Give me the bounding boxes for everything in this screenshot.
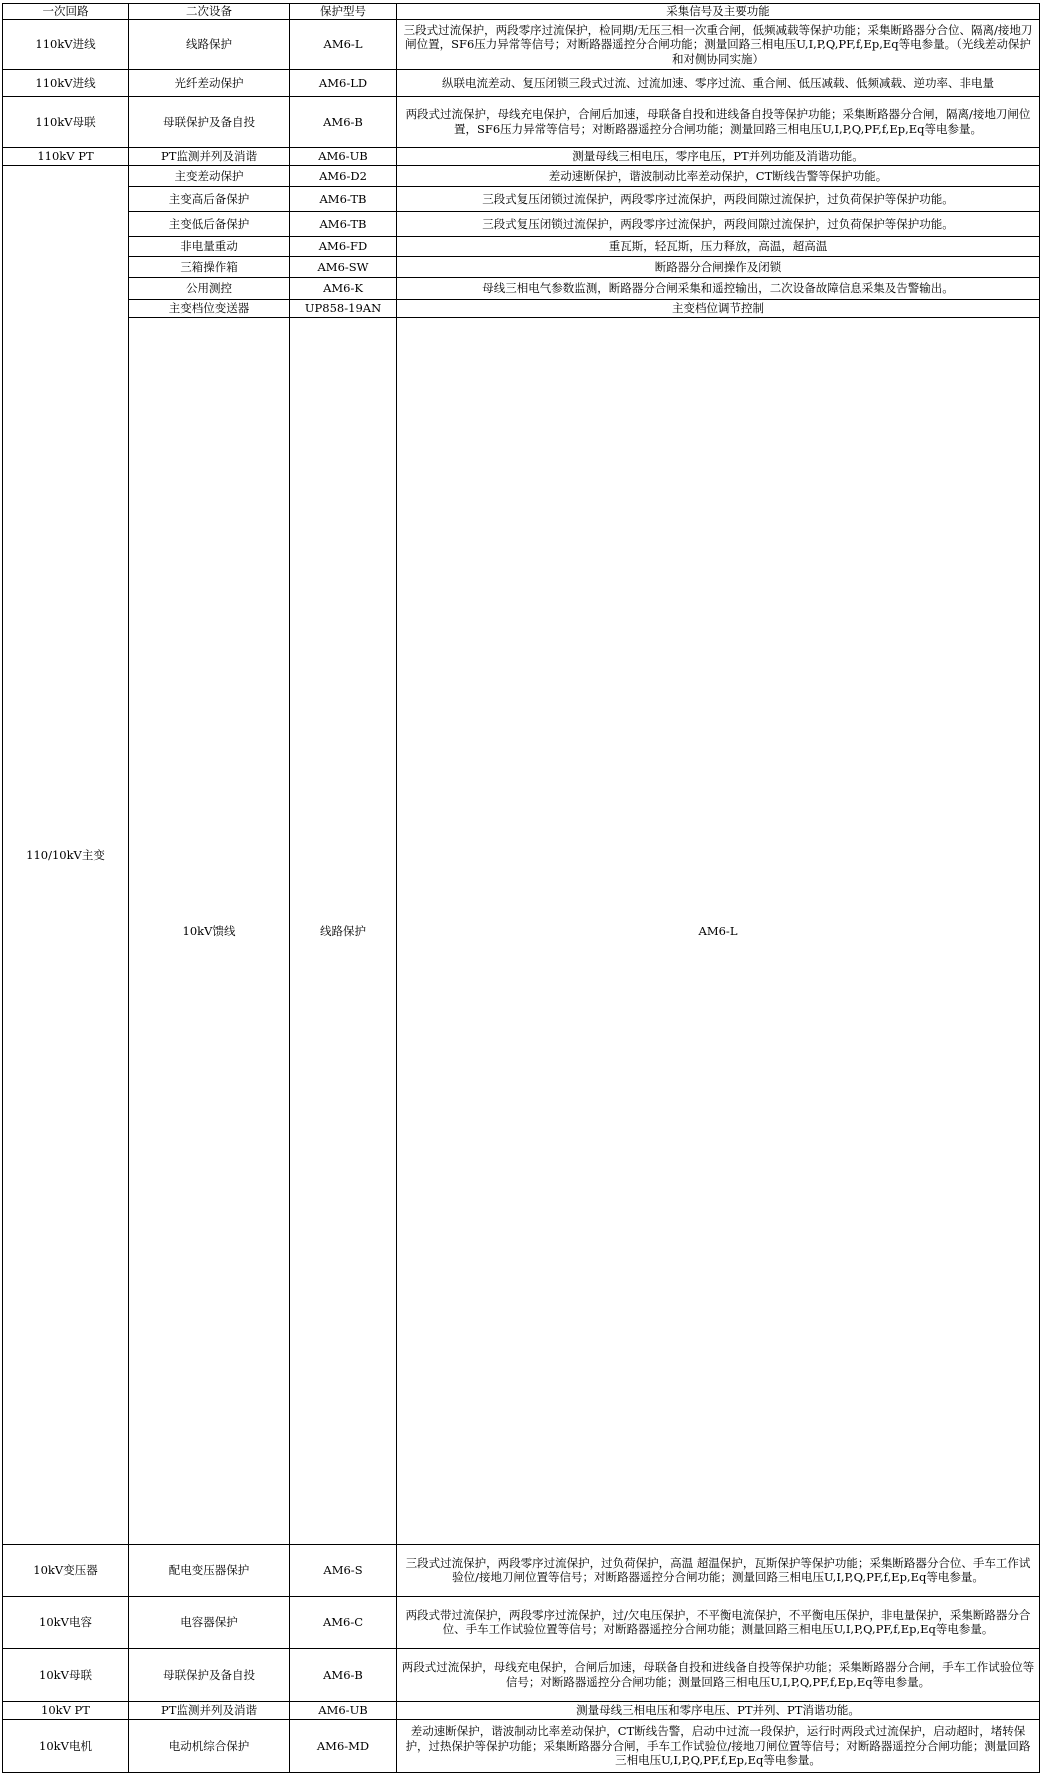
primary-circuit-cell: 110kV进线	[3, 20, 129, 70]
protection-model-cell: UP858-19AN	[290, 300, 397, 318]
protection-model-cell: AM6-L	[397, 318, 1040, 1545]
secondary-device-cell: 电动机综合保护	[129, 1719, 290, 1772]
secondary-device-cell: 主变差动保护	[129, 166, 290, 187]
table-row	[3, 70, 1040, 97]
functions-cell: 重瓦斯，轻瓦斯，压力释放，高温，超高温	[397, 237, 1040, 257]
functions-cell: 测量母线三相电压，零序电压，PT并列功能及消谐功能。	[397, 148, 1040, 166]
primary-circuit-cell: 110/10kV主变	[3, 166, 129, 1545]
table-row	[3, 318, 1040, 1545]
table-row	[3, 300, 1040, 318]
table-header-row	[3, 4, 1040, 20]
protection-model-cell: AM6-C	[290, 1596, 397, 1648]
table-row	[3, 187, 1040, 212]
secondary-device-cell: 电容器保护	[129, 1596, 290, 1648]
primary-circuit-cell: 110kV母联	[3, 97, 129, 148]
protection-model-cell: AM6-TB	[290, 212, 397, 237]
secondary-device-cell: 三箱操作箱	[129, 257, 290, 278]
functions-cell: 三段式过流保护，两段零序过流保护，过负荷保护，高温 超温保护，瓦斯保护等保护功能；采集断路器分合位、手车工作试验位/接地刀闸位置等信号；对断路器遥控分合闸功能；测量回路三相电压U,I,P,Q,PF,f,Ep,Eq等电参量。	[397, 1544, 1040, 1596]
primary-circuit-cell: 10kV馈线	[129, 318, 290, 1545]
header-primary-circuit: 一次回路	[3, 4, 129, 20]
protection-model-cell: AM6-B	[290, 97, 397, 148]
secondary-device-cell: 主变低后备保护	[129, 212, 290, 237]
primary-circuit-cell: 10kV母联	[3, 1648, 129, 1701]
functions-cell: 两段式带过流保护，两段零序过流保护，过/欠电压保护，不平衡电流保护，不平衡电压保护，非电量保护，采集断路器分合位、手车工作试验位置等信号；对断路器遥控分合闸功能；测量回路三相电压U,I,P,Q,PF,f,Ep,Eq等电参量。	[397, 1596, 1040, 1648]
table-row	[3, 97, 1040, 148]
protection-model-cell: AM6-L	[290, 20, 397, 70]
secondary-device-cell: 主变档位变送器	[129, 300, 290, 318]
table-row	[3, 1701, 1040, 1719]
functions-cell: 差动速断保护，谐波制动比率差动保护，CT断线告警等保护功能。	[397, 166, 1040, 187]
functions-cell: 两段式过流保护，母线充电保护，合闸后加速，母联备自投和进线备自投等保护功能；采集断路器分合闸，隔离/接地刀闸位置，SF6压力异常等信号；对断路器遥控分合闸功能；测量回路三相电压U,I,P,Q,PF,f,Ep,Eq等电参量。	[397, 97, 1040, 148]
header-signals-functions: 采集信号及主要功能	[397, 4, 1040, 20]
table-row	[3, 1596, 1040, 1648]
functions-cell: 三段式复压闭锁过流保护，两段零序过流保护，两段间隙过流保护，过负荷保护等保护功能。	[397, 187, 1040, 212]
secondary-device-cell: 母联保护及备自投	[129, 97, 290, 148]
functions-cell: 主变档位调节控制	[397, 300, 1040, 318]
secondary-device-cell: 非电量重动	[129, 237, 290, 257]
protection-model-cell: AM6-SW	[290, 257, 397, 278]
functions-cell: 断路器分合闸操作及闭锁	[397, 257, 1040, 278]
secondary-device-cell: 公用测控	[129, 278, 290, 300]
functions-cell: 纵联电流差动、复压闭锁三段式过流、过流加速、零序过流、重合闸、低压减载、低频减载、逆功率、非电量	[397, 70, 1040, 97]
primary-circuit-cell: 10kV变压器	[3, 1544, 129, 1596]
protection-model-cell: AM6-UB	[290, 148, 397, 166]
table-row	[3, 278, 1040, 300]
table-row	[3, 257, 1040, 278]
header-protection-model: 保护型号	[290, 4, 397, 20]
header-secondary-device: 二次设备	[129, 4, 290, 20]
secondary-device-cell: 配电变压器保护	[129, 1544, 290, 1596]
table-row	[3, 166, 1040, 187]
secondary-device-cell: 母联保护及备自投	[129, 1648, 290, 1701]
functions-cell: 三段式复压闭锁过流保护，两段零序过流保护，两段间隙过流保护，过负荷保护等保护功能。	[397, 212, 1040, 237]
primary-circuit-cell: 10kV电机	[3, 1719, 129, 1772]
primary-circuit-cell: 110kV PT	[3, 148, 129, 166]
protection-model-cell: AM6-S	[290, 1544, 397, 1596]
functions-cell: 三段式过流保护，两段零序过流保护，检同期/无压三相一次重合闸，低频减载等保护功能；采集断路器分合位、隔离/接地刀闸位置，SF6压力异常等信号；对断路器遥控分合闸功能；测量回路三相电压U,I,P,Q,PF,f,Ep,Eq等电参量。（光线差动保护和对侧协同实施）	[397, 20, 1040, 70]
secondary-device-cell: 光纤差动保护	[129, 70, 290, 97]
table-row	[3, 1544, 1040, 1596]
secondary-device-cell: PT监测并列及消谐	[129, 148, 290, 166]
secondary-device-cell: 主变高后备保护	[129, 187, 290, 212]
functions-cell: 测量母线三相电压和零序电压、PT并列、PT消谐功能。	[397, 1701, 1040, 1719]
primary-circuit-cell: 10kV PT	[3, 1701, 129, 1719]
table-row	[3, 20, 1040, 70]
protection-model-cell: AM6-TB	[290, 187, 397, 212]
secondary-device-cell: 线路保护	[290, 318, 397, 1545]
protection-model-cell: AM6-B	[290, 1648, 397, 1701]
table-row	[3, 1648, 1040, 1701]
protection-model-cell: AM6-LD	[290, 70, 397, 97]
protection-model-cell: AM6-UB	[290, 1701, 397, 1719]
table-body	[3, 20, 1040, 1773]
functions-cell: 两段式过流保护，母线充电保护，合闸后加速，母联备自投和进线备自投等保护功能；采集断路器分合闸，手车工作试验位等信号；对断路器遥控分合闸功能；测量回路三相电压U,I,P,Q,PF,f,Ep,Eq等电参量。	[397, 1648, 1040, 1701]
primary-circuit-cell: 110kV进线	[3, 70, 129, 97]
table-row	[3, 1719, 1040, 1772]
secondary-device-cell: 线路保护	[129, 20, 290, 70]
primary-circuit-cell: 10kV电容	[3, 1596, 129, 1648]
table-row	[3, 148, 1040, 166]
protection-model-cell: AM6-K	[290, 278, 397, 300]
functions-cell: 差动速断保护，谐波制动比率差动保护，CT断线告警，启动中过流一段保护，运行时两段式过流保护，启动超时，堵转保护，过热保护等保护功能；采集断路器分合闸，手车工作试验位/接地刀闸位置等信号；对断路器遥控分合闸功能；测量回路三相电压U,I,P,Q,PF,f,Ep,Eq等电参量。	[397, 1719, 1040, 1772]
functions-cell: 母线三相电气参数监测，断路器分合闸采集和遥控输出，二次设备故障信息采集及告警输出。	[397, 278, 1040, 300]
secondary-device-cell: PT监测并列及消谐	[129, 1701, 290, 1719]
protection-model-cell: AM6-FD	[290, 237, 397, 257]
table-row	[3, 237, 1040, 257]
protection-config-table	[2, 3, 1040, 1773]
table-row	[3, 212, 1040, 237]
protection-model-cell: AM6-D2	[290, 166, 397, 187]
protection-model-cell: AM6-MD	[290, 1719, 397, 1772]
